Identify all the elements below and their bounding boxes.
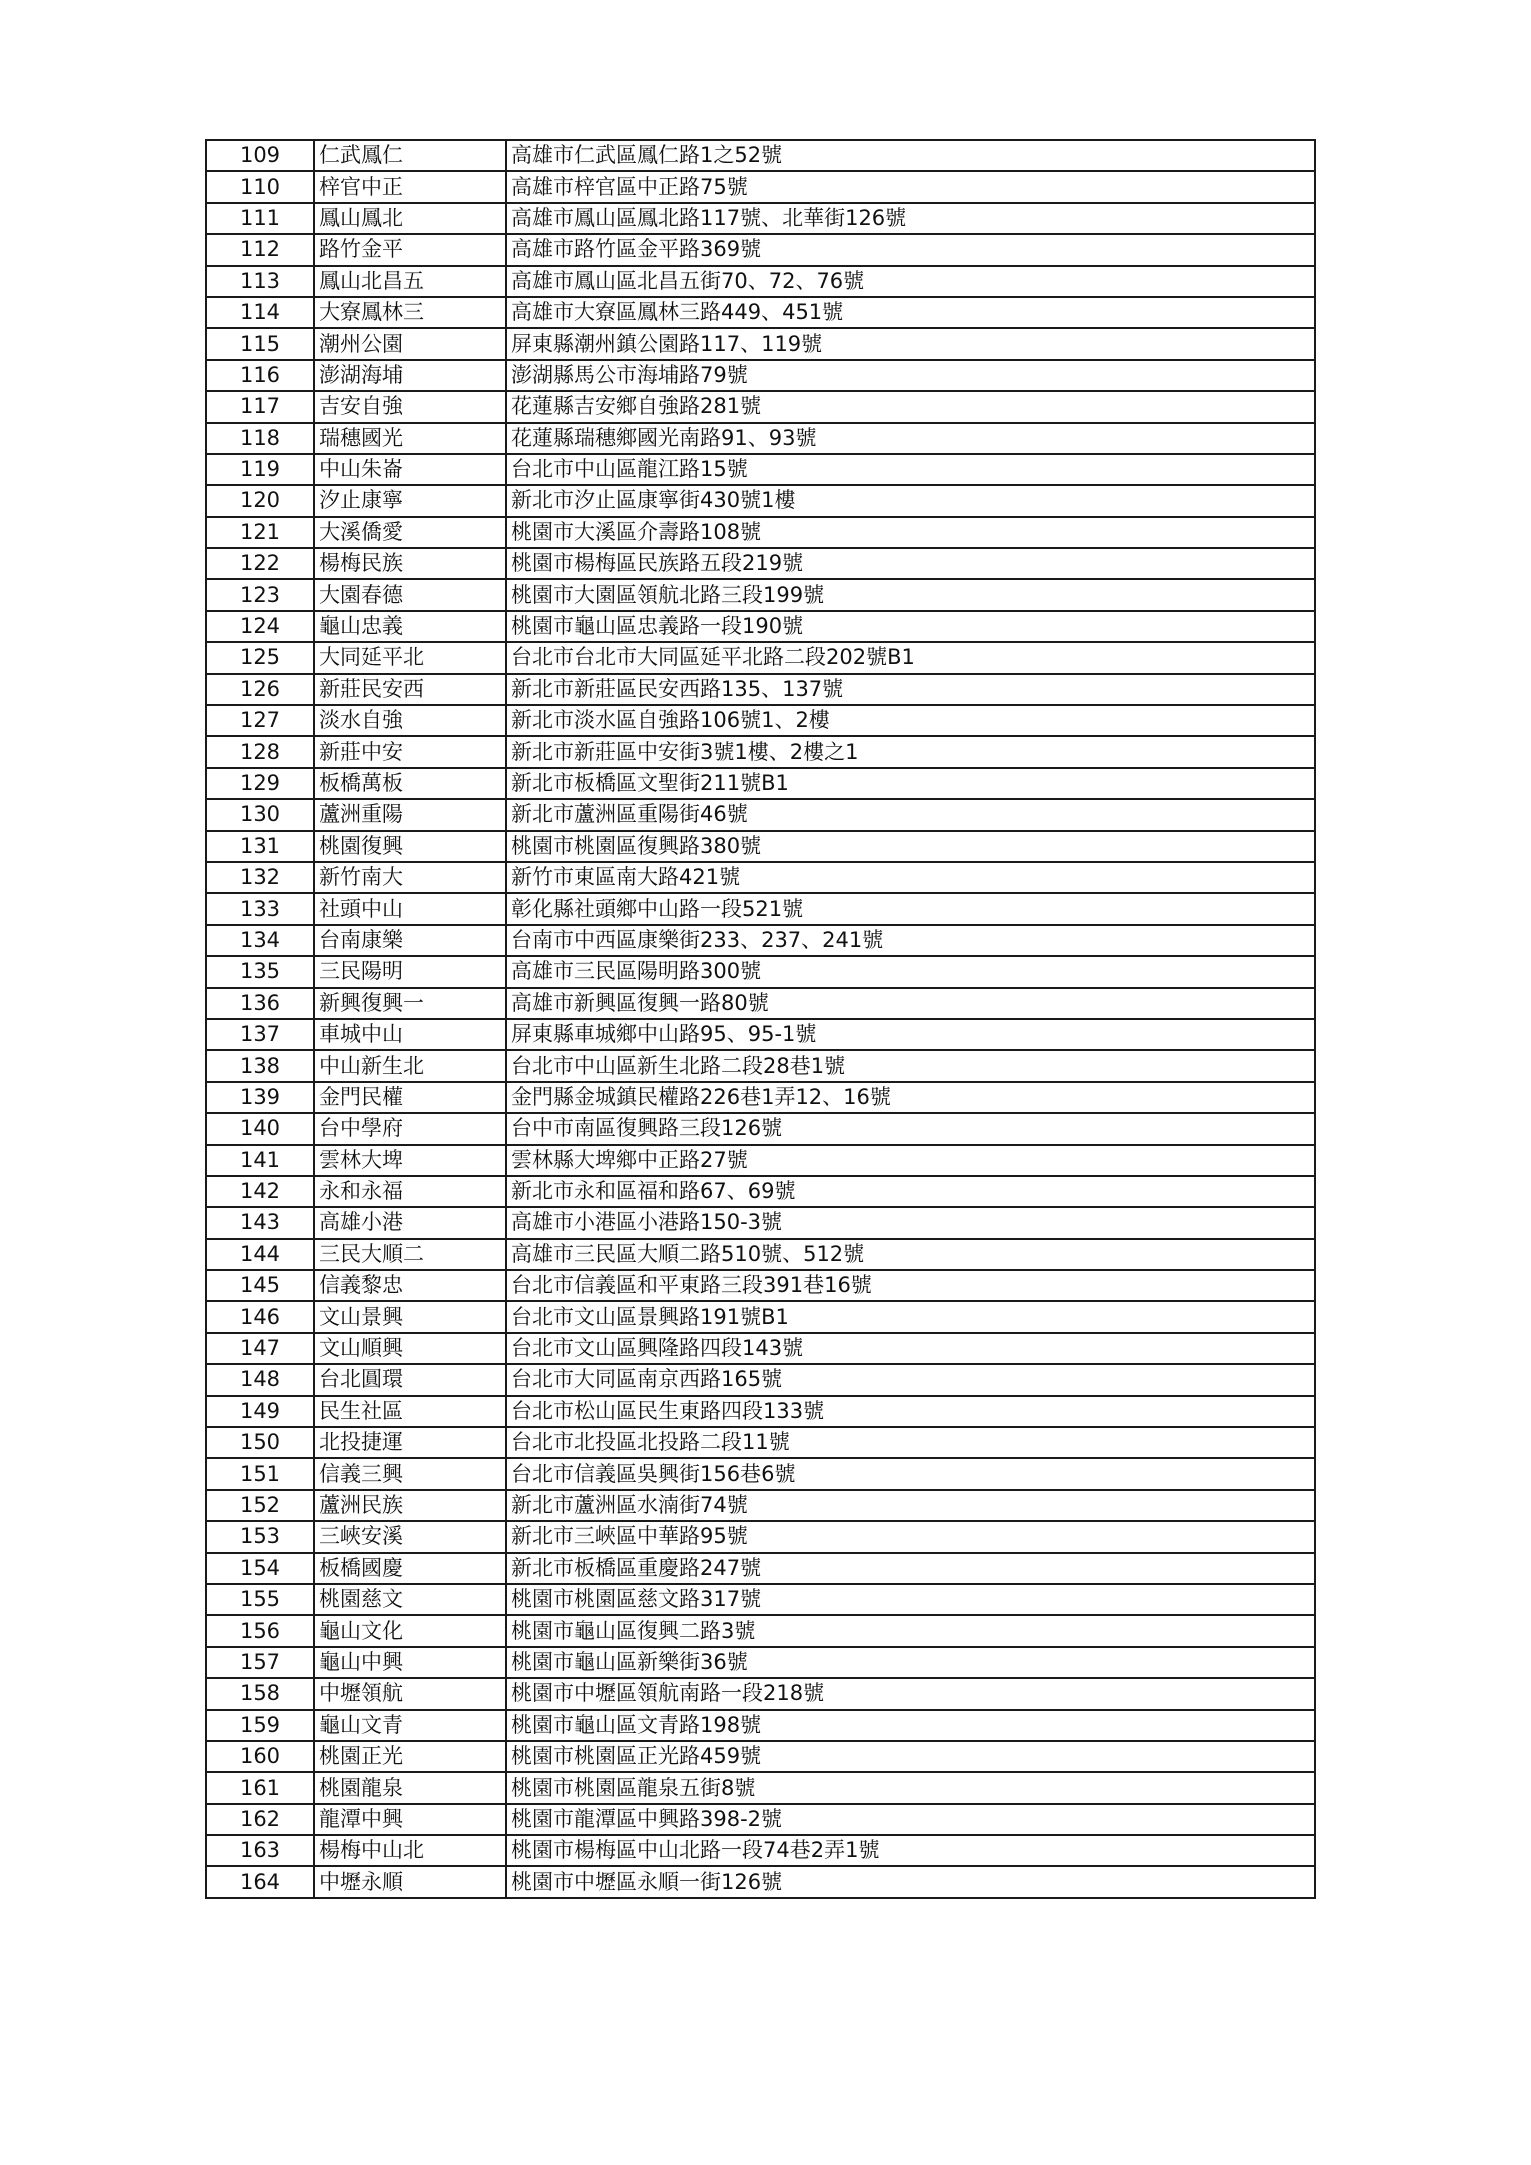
- row-number-cell: 143: [206, 1207, 314, 1238]
- store-address-cell: 台北市中山區龍江路15號: [506, 454, 1315, 485]
- table-row: [206, 1270, 1315, 1301]
- store-name-cell: 台南康樂: [314, 925, 506, 956]
- table-row: [206, 1458, 1315, 1489]
- store-address-cell: 台北市文山區景興路191號B1: [506, 1301, 1315, 1332]
- row-number-cell: 161: [206, 1772, 314, 1803]
- store-address-cell: 新北市蘆洲區水湳街74號: [506, 1490, 1315, 1521]
- row-number-cell: 117: [206, 391, 314, 422]
- store-name-cell: 新竹南大: [314, 862, 506, 893]
- store-name-cell: 龜山文化: [314, 1615, 506, 1646]
- store-name-cell: 大溪僑愛: [314, 517, 506, 548]
- store-address-cell: 花蓮縣吉安鄉自強路281號: [506, 391, 1315, 422]
- store-address-cell: 新北市板橋區重慶路247號: [506, 1553, 1315, 1584]
- store-name-cell: 三民陽明: [314, 956, 506, 987]
- store-name-cell: 大園春德: [314, 579, 506, 610]
- table-row: [206, 360, 1315, 391]
- store-address-cell: 高雄市梓官區中正路75號: [506, 171, 1315, 202]
- table-row: [206, 768, 1315, 799]
- store-name-cell: 仁武鳳仁: [314, 140, 506, 171]
- table-row: [206, 1082, 1315, 1113]
- store-address-cell: 桃園市中壢區永順一街126號: [506, 1866, 1315, 1897]
- store-name-cell: 永和永福: [314, 1176, 506, 1207]
- row-number-cell: 152: [206, 1490, 314, 1521]
- store-address-cell: 新北市永和區福和路67、69號: [506, 1176, 1315, 1207]
- table-row: [206, 171, 1315, 202]
- row-number-cell: 115: [206, 328, 314, 359]
- table-row: [206, 1521, 1315, 1552]
- table-row: [206, 736, 1315, 767]
- store-address-cell: 桃園市龜山區復興二路3號: [506, 1615, 1315, 1646]
- store-address-cell: 桃園市桃園區龍泉五街8號: [506, 1772, 1315, 1803]
- store-address-cell: 桃園市桃園區慈文路317號: [506, 1584, 1315, 1615]
- table-row: [206, 611, 1315, 642]
- store-address-cell: 台北市信義區吳興街156巷6號: [506, 1458, 1315, 1489]
- store-name-cell: 信義三興: [314, 1458, 506, 1489]
- store-name-cell: 鳳山北昌五: [314, 266, 506, 297]
- row-number-cell: 149: [206, 1396, 314, 1427]
- row-number-cell: 159: [206, 1710, 314, 1741]
- store-name-cell: 高雄小港: [314, 1207, 506, 1238]
- row-number-cell: 128: [206, 736, 314, 767]
- row-number-cell: 113: [206, 266, 314, 297]
- store-address-cell: 高雄市路竹區金平路369號: [506, 234, 1315, 265]
- store-name-cell: 汐止康寧: [314, 485, 506, 516]
- table-row: [206, 140, 1315, 171]
- row-number-cell: 119: [206, 454, 314, 485]
- table-body: [206, 140, 1315, 1898]
- row-number-cell: 116: [206, 360, 314, 391]
- store-name-cell: 文山景興: [314, 1301, 506, 1332]
- store-name-cell: 中壢永順: [314, 1866, 506, 1897]
- row-number-cell: 120: [206, 485, 314, 516]
- table-row: [206, 454, 1315, 485]
- store-address-table: [205, 139, 1316, 1899]
- store-address-cell: 高雄市大寮區鳳林三路449、451號: [506, 297, 1315, 328]
- store-name-cell: 雲林大埤: [314, 1145, 506, 1176]
- store-address-cell: 新北市三峽區中華路95號: [506, 1521, 1315, 1552]
- row-number-cell: 135: [206, 956, 314, 987]
- store-address-cell: 高雄市鳳山區北昌五街70、72、76號: [506, 266, 1315, 297]
- store-address-cell: 新竹市東區南大路421號: [506, 862, 1315, 893]
- row-number-cell: 154: [206, 1553, 314, 1584]
- store-address-cell: 台北市松山區民生東路四段133號: [506, 1396, 1315, 1427]
- table-row: [206, 423, 1315, 454]
- table-row: [206, 266, 1315, 297]
- store-name-cell: 車城中山: [314, 1019, 506, 1050]
- table-row: [206, 1678, 1315, 1709]
- store-name-cell: 桃園慈文: [314, 1584, 506, 1615]
- row-number-cell: 142: [206, 1176, 314, 1207]
- store-name-cell: 潮州公園: [314, 328, 506, 359]
- store-name-cell: 台北圓環: [314, 1364, 506, 1395]
- table-row: [206, 1835, 1315, 1866]
- row-number-cell: 141: [206, 1145, 314, 1176]
- store-name-cell: 板橋萬板: [314, 768, 506, 799]
- store-name-cell: 龍潭中興: [314, 1804, 506, 1835]
- store-name-cell: 中壢領航: [314, 1678, 506, 1709]
- row-number-cell: 123: [206, 579, 314, 610]
- row-number-cell: 147: [206, 1333, 314, 1364]
- store-address-cell: 新北市淡水區自強路106號1、2樓: [506, 705, 1315, 736]
- row-number-cell: 138: [206, 1050, 314, 1081]
- row-number-cell: 121: [206, 517, 314, 548]
- store-address-cell: 高雄市三民區陽明路300號: [506, 956, 1315, 987]
- row-number-cell: 129: [206, 768, 314, 799]
- table-row: [206, 1050, 1315, 1081]
- store-address-cell: 桃園市龜山區忠義路一段190號: [506, 611, 1315, 642]
- row-number-cell: 126: [206, 674, 314, 705]
- table-row: [206, 1615, 1315, 1646]
- table-row: [206, 1019, 1315, 1050]
- table-row: [206, 203, 1315, 234]
- store-name-cell: 龜山中興: [314, 1647, 506, 1678]
- row-number-cell: 139: [206, 1082, 314, 1113]
- store-name-cell: 板橋國慶: [314, 1553, 506, 1584]
- table-row: [206, 988, 1315, 1019]
- row-number-cell: 133: [206, 893, 314, 924]
- table-row: [206, 956, 1315, 987]
- row-number-cell: 136: [206, 988, 314, 1019]
- store-address-cell: 桃園市大園區領航北路三段199號: [506, 579, 1315, 610]
- row-number-cell: 111: [206, 203, 314, 234]
- row-number-cell: 140: [206, 1113, 314, 1144]
- store-address-cell: 澎湖縣馬公市海埔路79號: [506, 360, 1315, 391]
- table-row: [206, 893, 1315, 924]
- store-address-cell: 桃園市龜山區文青路198號: [506, 1710, 1315, 1741]
- store-address-cell: 台南市中西區康樂街233、237、241號: [506, 925, 1315, 956]
- table-row: [206, 548, 1315, 579]
- row-number-cell: 137: [206, 1019, 314, 1050]
- table-row: [206, 862, 1315, 893]
- table-row: [206, 297, 1315, 328]
- store-name-cell: 大寮鳳林三: [314, 297, 506, 328]
- row-number-cell: 144: [206, 1239, 314, 1270]
- table-row: [206, 391, 1315, 422]
- store-address-cell: 桃園市桃園區正光路459號: [506, 1741, 1315, 1772]
- store-name-cell: 鳳山鳳北: [314, 203, 506, 234]
- table-row: [206, 1396, 1315, 1427]
- store-address-cell: 台北市文山區興隆路四段143號: [506, 1333, 1315, 1364]
- table-row: [206, 1584, 1315, 1615]
- table-row: [206, 1772, 1315, 1803]
- row-number-cell: 125: [206, 642, 314, 673]
- row-number-cell: 118: [206, 423, 314, 454]
- store-name-cell: 龜山忠義: [314, 611, 506, 642]
- table-row: [206, 1866, 1315, 1897]
- store-name-cell: 吉安自強: [314, 391, 506, 422]
- store-name-cell: 新興復興一: [314, 988, 506, 1019]
- table-row: [206, 1333, 1315, 1364]
- table-row: [206, 799, 1315, 830]
- store-name-cell: 文山順興: [314, 1333, 506, 1364]
- row-number-cell: 150: [206, 1427, 314, 1458]
- table-row: [206, 1364, 1315, 1395]
- table-row: [206, 579, 1315, 610]
- store-address-cell: 高雄市新興區復興一路80號: [506, 988, 1315, 1019]
- store-address-cell: 台北市中山區新生北路二段28巷1號: [506, 1050, 1315, 1081]
- store-name-cell: 社頭中山: [314, 893, 506, 924]
- store-address-cell: 桃園市楊梅區民族路五段219號: [506, 548, 1315, 579]
- table-row: [206, 1553, 1315, 1584]
- row-number-cell: 148: [206, 1364, 314, 1395]
- row-number-cell: 112: [206, 234, 314, 265]
- store-address-cell: 台北市台北市大同區延平北路二段202號B1: [506, 642, 1315, 673]
- store-address-cell: 花蓮縣瑞穗鄉國光南路91、93號: [506, 423, 1315, 454]
- store-name-cell: 中山朱崙: [314, 454, 506, 485]
- store-name-cell: 中山新生北: [314, 1050, 506, 1081]
- table-row: [206, 1176, 1315, 1207]
- store-address-cell: 高雄市小港區小港路150-3號: [506, 1207, 1315, 1238]
- store-address-cell: 新北市新莊區民安西路135、137號: [506, 674, 1315, 705]
- store-address-cell: 台北市大同區南京西路165號: [506, 1364, 1315, 1395]
- table-row: [206, 1710, 1315, 1741]
- row-number-cell: 124: [206, 611, 314, 642]
- store-name-cell: 新莊民安西: [314, 674, 506, 705]
- store-address-cell: 桃園市龍潭區中興路398-2號: [506, 1804, 1315, 1835]
- store-address-cell: 高雄市三民區大順二路510號、512號: [506, 1239, 1315, 1270]
- store-name-cell: 梓官中正: [314, 171, 506, 202]
- store-name-cell: 淡水自強: [314, 705, 506, 736]
- store-address-cell: 桃園市楊梅區中山北路一段74巷2弄1號: [506, 1835, 1315, 1866]
- row-number-cell: 155: [206, 1584, 314, 1615]
- table-row: [206, 1490, 1315, 1521]
- row-number-cell: 156: [206, 1615, 314, 1646]
- store-name-cell: 蘆洲重陽: [314, 799, 506, 830]
- store-address-cell: 新北市汐止區康寧街430號1樓: [506, 485, 1315, 516]
- row-number-cell: 132: [206, 862, 314, 893]
- store-address-cell: 桃園市龜山區新樂街36號: [506, 1647, 1315, 1678]
- row-number-cell: 145: [206, 1270, 314, 1301]
- store-name-cell: 大同延平北: [314, 642, 506, 673]
- store-name-cell: 楊梅民族: [314, 548, 506, 579]
- table-row: [206, 1741, 1315, 1772]
- table-row: [206, 1207, 1315, 1238]
- row-number-cell: 158: [206, 1678, 314, 1709]
- row-number-cell: 146: [206, 1301, 314, 1332]
- store-address-cell: 雲林縣大埤鄉中正路27號: [506, 1145, 1315, 1176]
- store-name-cell: 桃園龍泉: [314, 1772, 506, 1803]
- store-name-cell: 信義黎忠: [314, 1270, 506, 1301]
- store-address-cell: 高雄市鳳山區鳳北路117號、北華街126號: [506, 203, 1315, 234]
- row-number-cell: 130: [206, 799, 314, 830]
- store-name-cell: 蘆洲民族: [314, 1490, 506, 1521]
- table-row: [206, 328, 1315, 359]
- store-address-cell: 桃園市中壢區領航南路一段218號: [506, 1678, 1315, 1709]
- store-name-cell: 三峽安溪: [314, 1521, 506, 1552]
- store-name-cell: 三民大順二: [314, 1239, 506, 1270]
- store-name-cell: 台中學府: [314, 1113, 506, 1144]
- table-row: [206, 1239, 1315, 1270]
- store-address-cell: 桃園市桃園區復興路380號: [506, 831, 1315, 862]
- store-name-cell: 北投捷運: [314, 1427, 506, 1458]
- store-address-cell: 新北市新莊區中安街3號1樓、2樓之1: [506, 736, 1315, 767]
- row-number-cell: 122: [206, 548, 314, 579]
- table-row: [206, 1145, 1315, 1176]
- row-number-cell: 110: [206, 171, 314, 202]
- row-number-cell: 131: [206, 831, 314, 862]
- table-row: [206, 1301, 1315, 1332]
- table-row: [206, 642, 1315, 673]
- document-page: [205, 139, 1316, 1899]
- store-name-cell: 桃園正光: [314, 1741, 506, 1772]
- table-row: [206, 705, 1315, 736]
- row-number-cell: 151: [206, 1458, 314, 1489]
- table-row: [206, 1647, 1315, 1678]
- row-number-cell: 162: [206, 1804, 314, 1835]
- store-name-cell: 楊梅中山北: [314, 1835, 506, 1866]
- table-row: [206, 925, 1315, 956]
- store-address-cell: 台中市南區復興路三段126號: [506, 1113, 1315, 1144]
- row-number-cell: 153: [206, 1521, 314, 1552]
- store-address-cell: 新北市蘆洲區重陽街46號: [506, 799, 1315, 830]
- row-number-cell: 163: [206, 1835, 314, 1866]
- store-name-cell: 民生社區: [314, 1396, 506, 1427]
- row-number-cell: 164: [206, 1866, 314, 1897]
- store-address-cell: 彰化縣社頭鄉中山路一段521號: [506, 893, 1315, 924]
- store-address-cell: 高雄市仁武區鳳仁路1之52號: [506, 140, 1315, 171]
- store-address-cell: 屏東縣潮州鎮公園路117、119號: [506, 328, 1315, 359]
- store-address-cell: 金門縣金城鎮民權路226巷1弄12、16號: [506, 1082, 1315, 1113]
- store-name-cell: 金門民權: [314, 1082, 506, 1113]
- row-number-cell: 109: [206, 140, 314, 171]
- store-address-cell: 台北市信義區和平東路三段391巷16號: [506, 1270, 1315, 1301]
- row-number-cell: 127: [206, 705, 314, 736]
- table-row: [206, 234, 1315, 265]
- store-address-cell: 台北市北投區北投路二段11號: [506, 1427, 1315, 1458]
- store-name-cell: 路竹金平: [314, 234, 506, 265]
- table-row: [206, 1427, 1315, 1458]
- table-row: [206, 674, 1315, 705]
- store-name-cell: 瑞穗國光: [314, 423, 506, 454]
- row-number-cell: 157: [206, 1647, 314, 1678]
- table-row: [206, 1804, 1315, 1835]
- row-number-cell: 134: [206, 925, 314, 956]
- store-name-cell: 桃園復興: [314, 831, 506, 862]
- table-row: [206, 831, 1315, 862]
- row-number-cell: 114: [206, 297, 314, 328]
- store-address-cell: 桃園市大溪區介壽路108號: [506, 517, 1315, 548]
- table-row: [206, 517, 1315, 548]
- table-row: [206, 1113, 1315, 1144]
- store-name-cell: 澎湖海埔: [314, 360, 506, 391]
- store-address-cell: 屏東縣車城鄉中山路95、95-1號: [506, 1019, 1315, 1050]
- store-address-cell: 新北市板橋區文聖街211號B1: [506, 768, 1315, 799]
- row-number-cell: 160: [206, 1741, 314, 1772]
- table-row: [206, 485, 1315, 516]
- store-name-cell: 新莊中安: [314, 736, 506, 767]
- store-name-cell: 龜山文青: [314, 1710, 506, 1741]
